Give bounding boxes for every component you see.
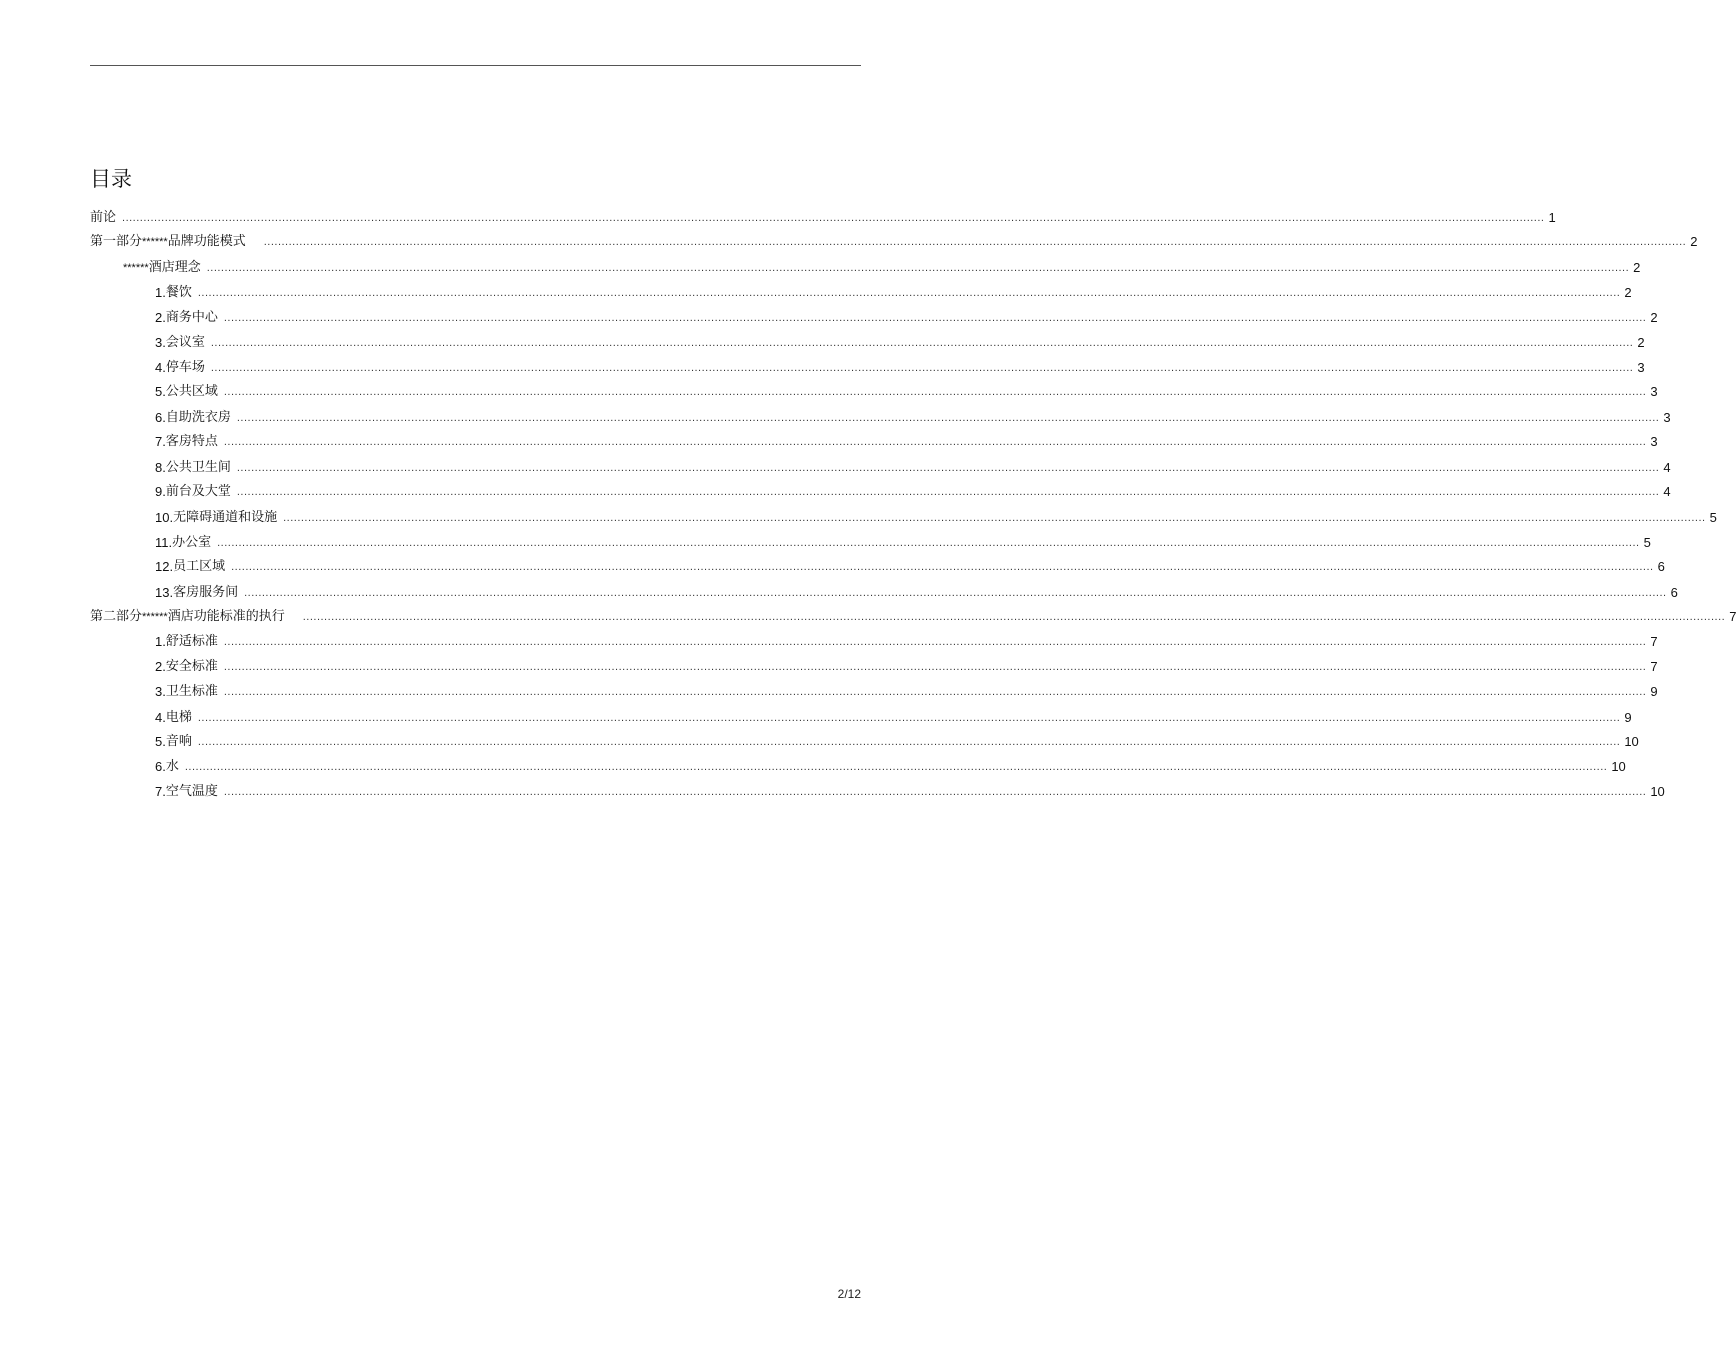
toc-dot-leader: ................................................................................................................................................................................................................................................................................................................................................................................................................	[210, 362, 1634, 374]
toc-dot-leader: ................................................................................................................................................................................................................................................................................................................................................................................................................	[197, 287, 1621, 299]
toc-entry[interactable]	[155, 754, 1626, 776]
toc-entry-page: 4	[1663, 460, 1671, 475]
toc-entry-number: 4.	[155, 360, 166, 375]
toc-entry-page: 2	[1637, 335, 1645, 350]
toc-entry-number: 9.	[155, 484, 166, 499]
toc-entry-label: 客房特点	[165, 434, 218, 449]
toc-entry-page: 9	[1650, 684, 1658, 699]
toc-entry-page: 7	[1650, 634, 1658, 649]
toc-entry-label: 空气温度	[165, 784, 218, 799]
toc-entry-label: 公共区域	[165, 384, 218, 399]
toc-entry-page: 7	[1650, 659, 1658, 674]
toc-entry[interactable]	[155, 629, 1658, 651]
toc-entry[interactable]	[155, 455, 1671, 477]
toc-dot-leader: ................................................................................................................................................................................................................................................................................................................................................................................................................	[223, 786, 1647, 798]
toc-dot-leader: ................................................................................................................................................................................................................................................................................................................................................................................................................	[217, 537, 1640, 549]
toc-entry[interactable]	[155, 554, 1665, 576]
toc-entry[interactable]	[155, 355, 1645, 377]
toc-entry-number: 2.	[155, 659, 166, 674]
toc-part-label: 第二部分	[90, 609, 143, 624]
toc-dot-leader: ................................................................................................................................................................................................................................................................................................................................................................................................................	[263, 236, 1687, 248]
toc-dot-leader: ................................................................................................................................................................................................................................................................................................................................................................................................................	[302, 611, 1726, 623]
toc-entry-label: 音响	[165, 734, 192, 749]
toc-entry[interactable]	[90, 205, 1556, 227]
toc-stars: ******	[142, 611, 168, 623]
toc-entry[interactable]	[123, 255, 1641, 277]
toc-dot-leader: ................................................................................................................................................................................................................................................................................................................................................................................................................	[197, 712, 1621, 724]
toc-entry-label: 自助洗衣房	[165, 410, 231, 425]
toc-part-title: 品牌功能模式	[167, 234, 246, 249]
toc-dot-leader: ................................................................................................................................................................................................................................................................................................................................................................................................................	[244, 587, 1667, 599]
toc-entry-page: 3	[1650, 434, 1658, 449]
toc-entry-number: 3.	[155, 335, 166, 350]
toc-dot-leader: ................................................................................................................................................................................................................................................................................................................................................................................................................	[122, 212, 1545, 224]
toc-entry-number: 8.	[155, 460, 166, 475]
toc-entry-number: 4.	[155, 710, 166, 725]
toc-entry[interactable]	[155, 429, 1658, 451]
toc-entry[interactable]	[155, 705, 1632, 727]
toc-entry[interactable]	[90, 229, 1698, 251]
toc-entry[interactable]	[155, 305, 1658, 327]
toc-entry-number: 7.	[155, 784, 166, 799]
toc-entry[interactable]	[155, 580, 1678, 602]
toc-entry-label: 公共卫生间	[165, 460, 231, 475]
toc-stars: ******	[123, 262, 149, 274]
toc-entry-number: 13.	[155, 585, 174, 600]
toc-entry-page: 2	[1624, 285, 1632, 300]
toc-entry[interactable]	[155, 679, 1658, 701]
toc-dot-leader: ................................................................................................................................................................................................................................................................................................................................................................................................................	[223, 386, 1647, 398]
toc-entry-page: 5	[1709, 510, 1717, 525]
toc-entry-page: 4	[1663, 484, 1671, 499]
toc-dot-leader: ................................................................................................................................................................................................................................................................................................................................................................................................................	[283, 512, 1706, 524]
toc-title: 目录	[90, 167, 132, 191]
toc-entry-label: 办公室	[172, 535, 212, 550]
toc-entry-label: 卫生标准	[165, 684, 218, 699]
toc-entry-page: 10	[1624, 734, 1639, 749]
toc-dot-leader: ................................................................................................................................................................................................................................................................................................................................................................................................................	[231, 561, 1654, 573]
toc-entry-label: 员工区域	[173, 559, 226, 574]
toc-entry-page: 10	[1650, 784, 1665, 799]
toc-entry-label: 酒店理念	[148, 260, 201, 275]
toc-dot-leader: ................................................................................................................................................................................................................................................................................................................................................................................................................	[206, 262, 1630, 274]
toc-entry[interactable]	[155, 479, 1671, 501]
toc-dot-leader: ................................................................................................................................................................................................................................................................................................................................................................................................................	[223, 661, 1647, 673]
toc-entry-number: 7.	[155, 434, 166, 449]
toc-entry-label: 前台及大堂	[165, 484, 231, 499]
toc-entry-number: 10.	[155, 510, 174, 525]
toc-dot-leader: ................................................................................................................................................................................................................................................................................................................................................................................................................	[223, 312, 1647, 324]
toc-entry-page: 3	[1663, 410, 1671, 425]
toc-entry-label: 餐饮	[165, 285, 192, 300]
toc-dot-leader: ................................................................................................................................................................................................................................................................................................................................................................................................................	[236, 412, 1660, 424]
toc-entry[interactable]	[155, 654, 1658, 676]
toc-entry-number: 2.	[155, 310, 166, 325]
toc-entry-page: 5	[1643, 535, 1651, 550]
toc-dot-leader: ................................................................................................................................................................................................................................................................................................................................................................................................................	[210, 337, 1634, 349]
toc-entry-page: 3	[1650, 384, 1658, 399]
toc-entry-number: 12.	[155, 559, 174, 574]
toc-dot-leader: ................................................................................................................................................................................................................................................................................................................................................................................................................	[223, 686, 1647, 698]
toc-entry-page: 2	[1690, 234, 1698, 249]
toc-entry-number: 6.	[155, 759, 166, 774]
toc-entry-label: 安全标准	[165, 659, 218, 674]
toc-dot-leader: ................................................................................................................................................................................................................................................................................................................................................................................................................	[236, 462, 1660, 474]
toc-entry-label: 前论	[90, 210, 117, 225]
page-number: 2/12	[837, 1287, 861, 1301]
toc-entry-number: 1.	[155, 285, 166, 300]
toc-stars: ******	[142, 236, 168, 248]
toc-entry[interactable]	[90, 604, 1736, 626]
toc-entry-number: 5.	[155, 734, 166, 749]
toc-entry-label: 电梯	[165, 710, 192, 725]
toc-entry[interactable]	[155, 779, 1665, 801]
toc-dot-leader: ................................................................................................................................................................................................................................................................................................................................................................................................................	[236, 486, 1660, 498]
toc-entry[interactable]	[155, 530, 1651, 552]
toc-entry[interactable]	[155, 405, 1671, 427]
toc-entry-page: 1	[1548, 210, 1556, 225]
toc-entry-label: 会议室	[165, 335, 205, 350]
toc-entry-number: 11.	[155, 535, 173, 550]
toc-entry-page: 10	[1611, 759, 1626, 774]
toc-entry-label: 停车场	[165, 360, 205, 375]
toc-entry-label: 无障碍通道和设施	[173, 510, 278, 525]
toc-entry-label: 水	[165, 759, 179, 774]
toc-entry-number: 5.	[155, 384, 166, 399]
toc-dot-leader: ................................................................................................................................................................................................................................................................................................................................................................................................................	[184, 761, 1608, 773]
toc-dot-leader: ................................................................................................................................................................................................................................................................................................................................................................................................................	[223, 636, 1647, 648]
toc-entry-label: 商务中心	[165, 310, 218, 325]
toc-entry[interactable]	[155, 330, 1645, 352]
toc-entry[interactable]	[155, 729, 1639, 751]
toc-entry[interactable]	[155, 505, 1717, 527]
toc-entry-page: 2	[1650, 310, 1658, 325]
toc-entry-label: 客房服务间	[173, 585, 239, 600]
toc-part-label: 第一部分	[90, 234, 143, 249]
toc-entry[interactable]	[155, 280, 1632, 302]
toc-entry-label: 舒适标准	[165, 634, 218, 649]
toc-entry-page: 6	[1657, 559, 1665, 574]
toc-entry-number: 3.	[155, 684, 166, 699]
toc-entry-page: 9	[1624, 710, 1632, 725]
toc-dot-leader: ................................................................................................................................................................................................................................................................................................................................................................................................................	[223, 436, 1647, 448]
toc-entry-number: 1.	[155, 634, 166, 649]
toc-entry-number: 6.	[155, 410, 166, 425]
toc-entry-page: 3	[1637, 360, 1645, 375]
toc-entry-page: 2	[1633, 260, 1641, 275]
toc-entry[interactable]	[155, 379, 1658, 401]
toc-dot-leader: ................................................................................................................................................................................................................................................................................................................................................................................................................	[197, 736, 1621, 748]
toc-part-title: 酒店功能标准的执行	[167, 609, 285, 624]
toc-entry-page: 7	[1729, 609, 1736, 624]
toc-entry-page: 6	[1670, 585, 1678, 600]
